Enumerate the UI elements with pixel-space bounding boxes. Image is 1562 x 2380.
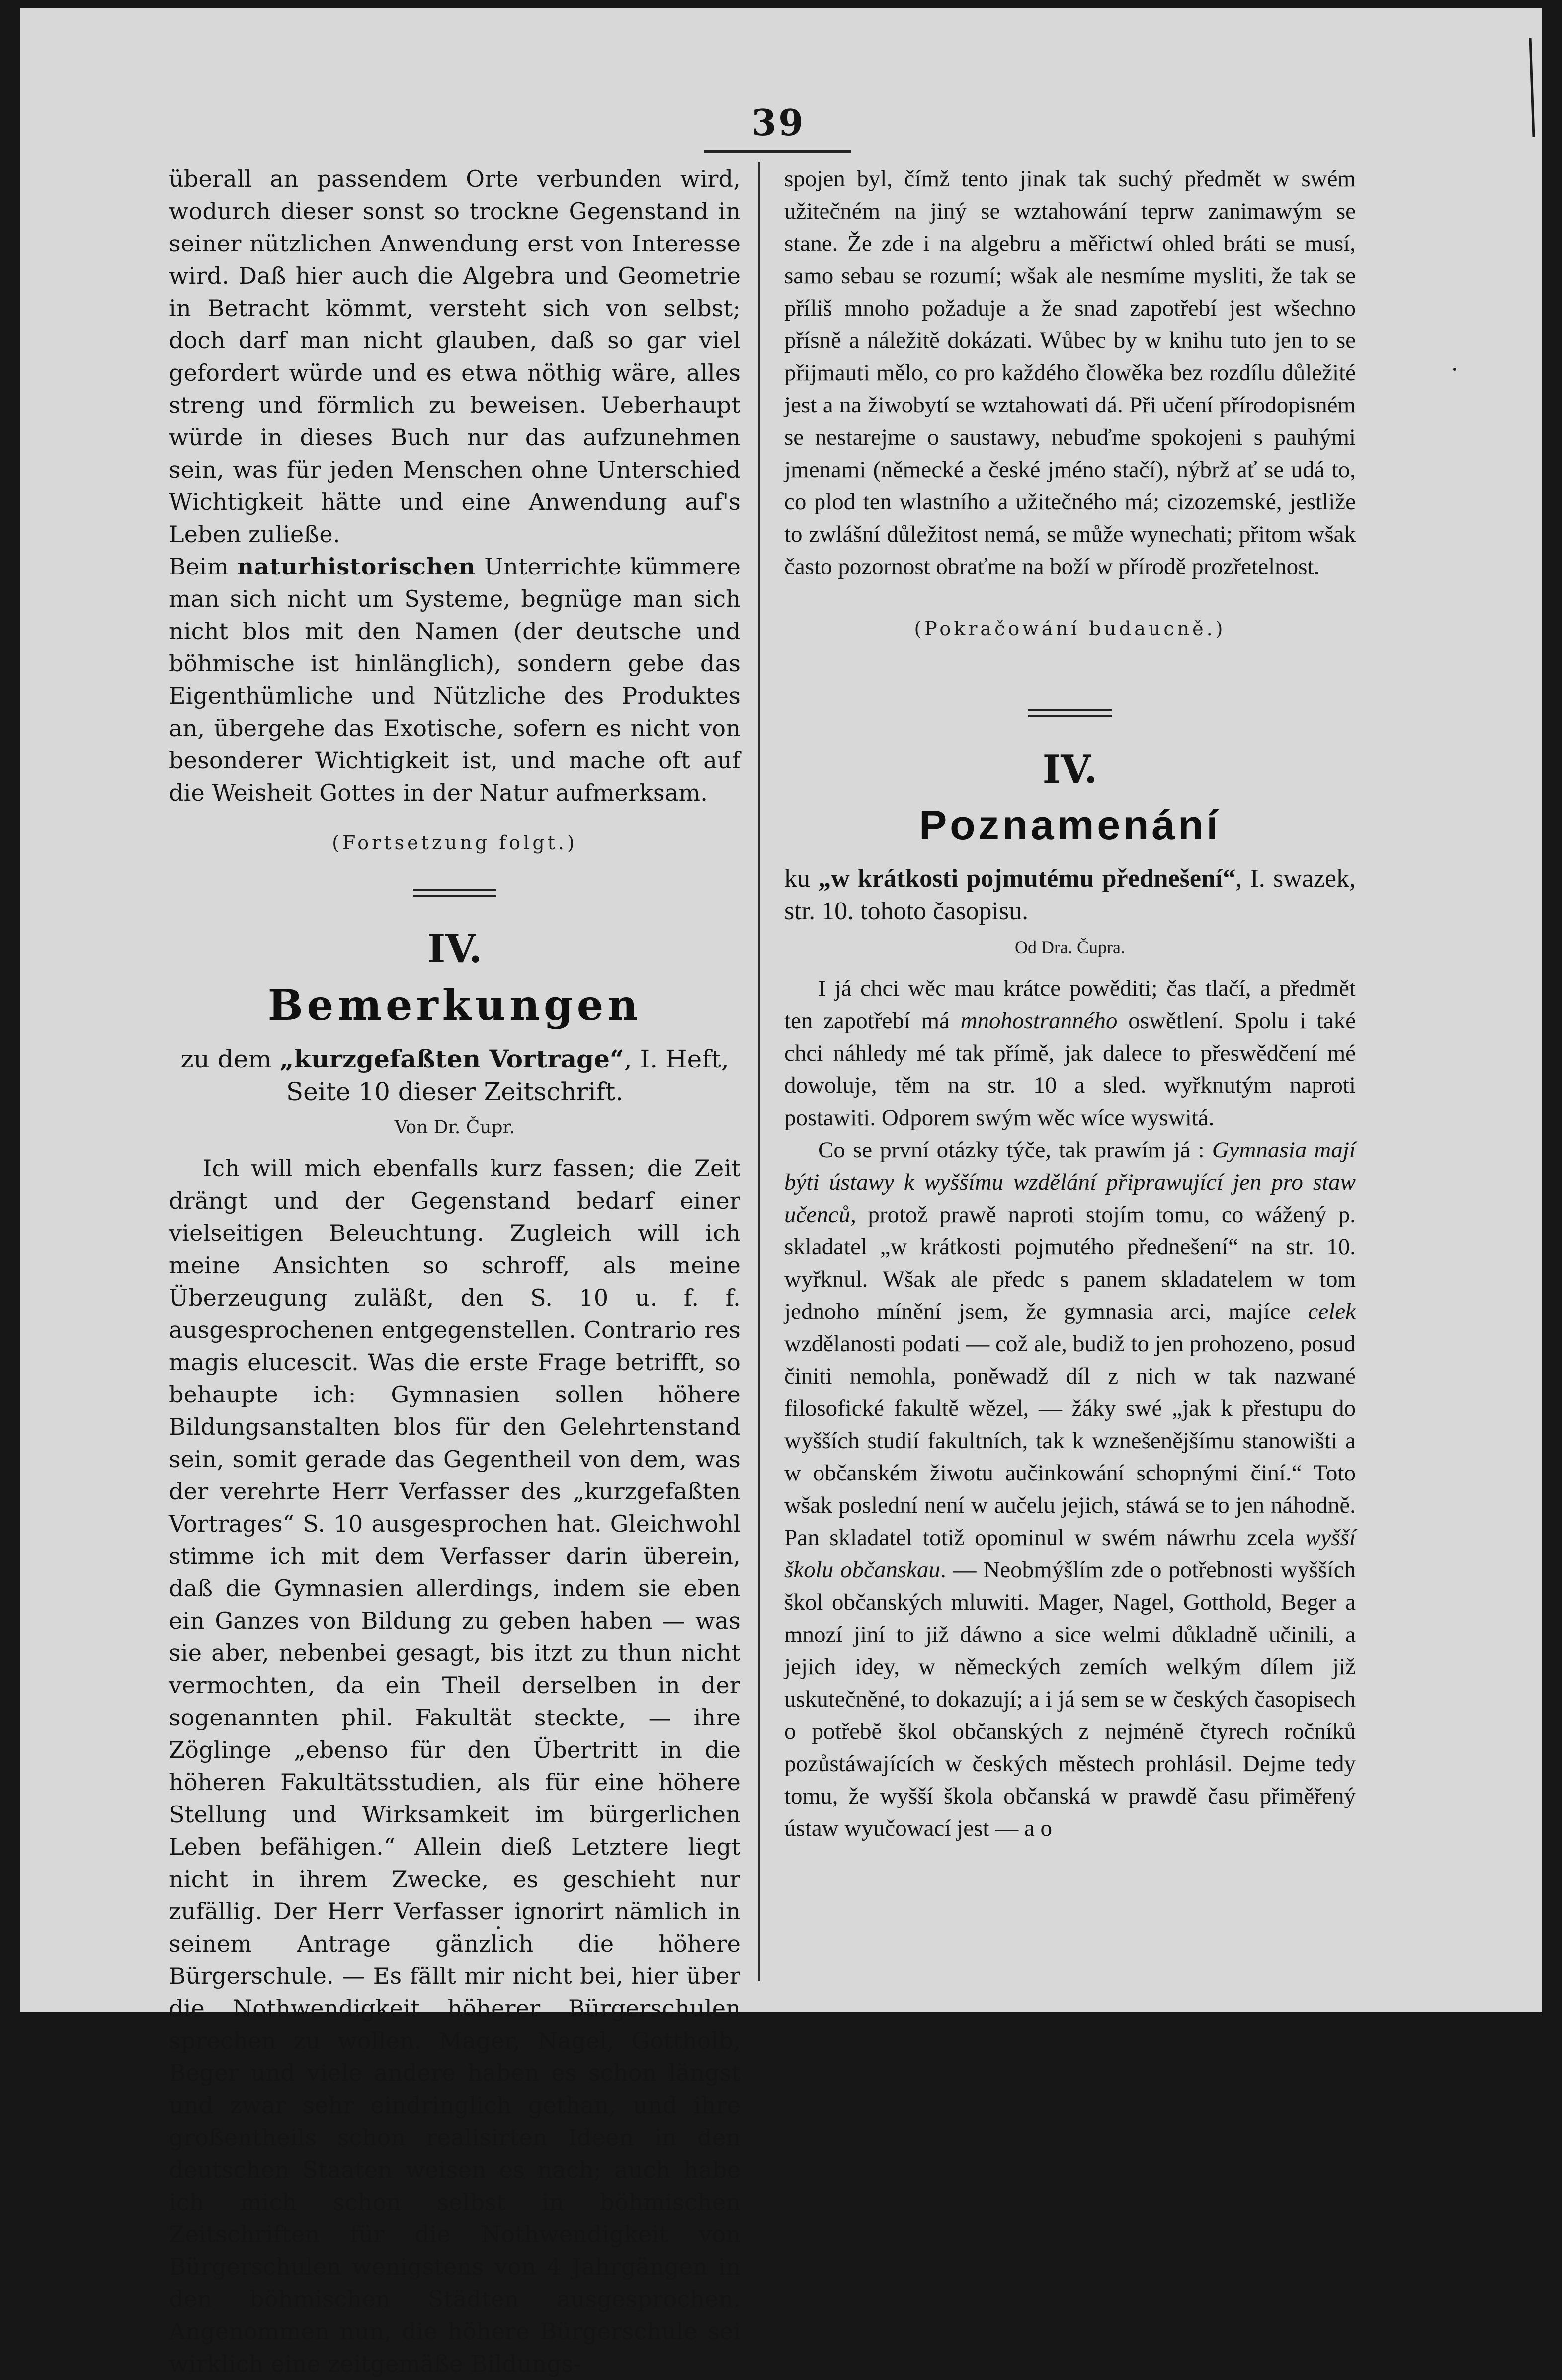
continued-note: (Fortsetzung folgt.) bbox=[332, 832, 577, 854]
section-separator bbox=[1028, 709, 1112, 717]
binding-mark bbox=[1529, 38, 1535, 137]
p2-mid-1: , protož prawě naproti stojím tomu, co wážený p. skladatel „w krátkosti pojmutého přednešení“ na str. 10. wyřknul. Wšak ale předc s panem skladatelem w tom jednoho mínění jsem, že gymnasia arci, majíce bbox=[784, 1202, 1356, 1324]
section-separator bbox=[413, 889, 496, 897]
p2-emphasis: Gymnasia mají býti ústawy k wyššímu wzdělání připrawující jen pro staw učenců bbox=[784, 1137, 1356, 1228]
p2-emphasis-3: wyšší školu občanskau bbox=[784, 1525, 1356, 1583]
p2-emphasis-2: celek bbox=[1308, 1299, 1356, 1324]
page-number-rule bbox=[704, 150, 851, 153]
section-title: Poznamenání bbox=[919, 802, 1221, 848]
subtitle-before: ku bbox=[784, 864, 810, 893]
section-number: IV. bbox=[427, 926, 483, 972]
paragraph-rest: Unterrichte kümmere man sich nicht um Systeme, begnüge man sich nicht blos mit den Namen (der deutsche und böhmische ist hinlänglich), sondern gebe das Eigenthümliche und Nützliche des Produktes an, übergehe das Exotische, sofern es nicht von besonderer Wichtigkeit ist, und mache oft auf die Weisheit Gottes in der Natur aufmerksam. bbox=[169, 553, 740, 806]
section-subtitle bbox=[784, 862, 1356, 928]
p1-before: I já chci wěc mau krátce powěditi; čas tlačí, a předmět ten zapotřebí má bbox=[784, 976, 1356, 1034]
p1-emphasis: mnohostranného bbox=[960, 1008, 1118, 1034]
section-author: Od Dra. Čupra. bbox=[1015, 937, 1125, 957]
column-divider bbox=[758, 162, 760, 1981]
section-subtitle bbox=[169, 1043, 740, 1108]
p1-after: oswětlení. Spolu i také chci náhledy mé tak přímě, jak dalece to přeswědčení mé dowoluje, těm na str. 10 a sled. wyřknutým naproti postawiti. Odporem swým wěc wíce wyswitá. bbox=[784, 1008, 1356, 1131]
subtitle-before: zu dem bbox=[180, 1045, 272, 1073]
continued-note: (Pokračowání budaucně.) bbox=[914, 618, 1226, 640]
right-intro-paragraph: spojen byl, čímž tento jinak tak suchý předmět w swém užitečném na jiný se wztahowání teprw zanimawým se stane. Že zde i na algebru a měřictwí ohled bráti se musí, samo sebau se rozumí; wšak ale nesmíme mysliti, že tak se příliš mnoho požaduje a že snad zapotřebí jest wšechno přísně a náležitě dokázati. Wůbec by w knihu tuto jen to se přijmauti mělo, co pro každého člowěka bez rozdílu důležité jest a na žiwobytí se wztahowati dá. Při učení přírodopisném se nestarejme o saustawy, nebuďme spokojeni s pauhými jmenami (německé a české jméno stačí), nýbrž ať se udá to, co plod ten wlastního a užitečného má; cizozemské, jestliže to zwlášní důležitost nemá, se může wynechati; přitom wšak často pozornost obraťme na boží w přírodě prozřetelnost. bbox=[784, 166, 1356, 579]
section-paragraph-1 bbox=[784, 973, 1356, 1134]
p2-after: . — Neobmýšlím zde o potřebnosti wyšších škol občanských mluwiti. Mager, Nagel, Gotthold, Beger a mnozí jiní to již dáwno a sice welmi důkladně učinili, a jejich idey, w německých zemích welkým dílem již uskutečněné, to dokazují; a i já sem se w českých časopisech o potřebě škol občanských z nejméně čtyrech ročníků pozůstáwajících w českých městech prohlásil. Dejme tedy tomu, že wyšší škola občanská w prawdě času přiměřený ústaw wyučowací jest — a o bbox=[784, 1557, 1356, 1841]
paragraph-prefix: Beim bbox=[169, 553, 229, 580]
p2-before: Co se první otázky týče, tak prawím já : bbox=[818, 1137, 1205, 1163]
paragraph-emphasis: naturhistorischen bbox=[237, 553, 476, 580]
p2-mid-2: wzdělanosti podati — což ale, budiž to jen prohozeno, posud činiti nemohla, poněwadž díl z nich w tak nazwané filosofické fakultě wězel, — žáky swé „jak k přestupu do wyšších studií fakultních, tak k wznešenějšímu stanowišti a w občanském žiwotu aučinkowání schopnými činí.“ Toto wšak poslední není w aučelu jejich, stáwá se to jen náhodně. Pan skladatel totiž opominul w swém náwrhu zcela bbox=[784, 1331, 1356, 1551]
subtitle-quote: „kurzgefaßten Vortrage“ bbox=[279, 1044, 624, 1073]
left-natural-history-paragraph bbox=[169, 551, 740, 809]
left-intro-paragraph: überall an passendem Orte verbunden wird, wodurch dieser sonst so trockne Gegenstand in seiner nützlichen Anwendung erst von Interesse wird. Daß hier auch die Algebra und Geometrie in Betracht kömmt, versteht sich von selbst; doch darf man nicht glauben, daß so gar viel gefordert würde und es etwa nöthig wäre, alles streng und förmlich zu beweisen. Ueberhaupt würde in dieses Buch nur das aufzunehmen sein, was für jeden Menschen ohne Unterschied Wichtigkeit hätte und eine Anwendung auf's Leben zuließe. bbox=[169, 165, 740, 548]
left-column bbox=[169, 163, 740, 2380]
section-title: Bemerkungen bbox=[267, 981, 642, 1030]
section-body: Ich will mich ebenfalls kurz fassen; die Zeit drängt und der Gegenstand bedarf einer vielseitigen Beleuchtung. Zugleich will ich meine Ansichten so schroff, als meine Überzeugung zuläßt, den S. 10 u. f. f. ausgesprochenen entgegenstellen. Contrario res magis elucescit. Was die erste Frage betrifft, so behaupte ich: Gymnasien sollen höhere Bildungsanstalten blos für den Gelehrtenstand sein, somit gerade das Gegentheil von dem, was der verehrte Herr Verfasser des „kurzgefaßten Vortrages“ S. 10 ausgesprochen hat. Gleichwohl stimme ich mit dem Verfasser darin überein, daß die Gymnasien allerdings, indem sie eben ein Ganzes von Bildung zu geben haben — was sie aber, nebenbei gesagt, bis itzt zu thun nicht vermochten, da ein Theil derselben in der sogenannten phil. Fakultät steckte, — ihre Zöglinge „ebenso für den Übertritt in die höheren Fakultätsstudien, als für eine höhere Stellung und Wirksamkeit im bürgerlichen Leben befähigen.“ Allein dieß Letztere liegt nicht in ihrem Zwecke, es geschieht nur zufällig. Der Herr Verfasser ignorirt nämlich in seinem Antrage gänzlich die höhere Bürgerschule. — Es fällt mir nicht bei, hier über die Nothwendigkeit höherer Bürgerschulen sprechen zu wollen. Mager, Nagel, Gottholb, Beger und viele andere haben es schon längst und zwar sehr eindringlich gethan, und ihre großentheils schon realisirten Ideen in den deutschen Staaten weisen es nach; auch habe ich mich schon selbst in böhmischen Zeitschriften für die Nothwendigkeit von Bürgerschulen wenigstens von 4 Jahrgängen in den böhmischen Städten ausgesprochen. Angenommen nun, die höhere Bürgerschule sei wirklich eine zeitgemäße Bildungs- bbox=[169, 1155, 740, 2377]
subtitle-after: , I. Heft, Seite 10 dieser Zeitschrift. bbox=[286, 1045, 729, 1106]
speck bbox=[1453, 368, 1456, 371]
subtitle-after: , I. swazek, str. 10. tohoto časopisu. bbox=[784, 864, 1356, 925]
section-paragraph-2 bbox=[784, 1134, 1356, 1845]
section-author: Von Dr. Čupr. bbox=[394, 1117, 515, 1138]
subtitle-quote: „w krátkosti pojmutému přednešení“ bbox=[818, 864, 1236, 893]
right-column bbox=[784, 163, 1356, 1845]
section-number: IV. bbox=[1042, 747, 1098, 792]
scanned-page bbox=[20, 8, 1542, 2377]
page-number: 39 bbox=[751, 101, 806, 144]
